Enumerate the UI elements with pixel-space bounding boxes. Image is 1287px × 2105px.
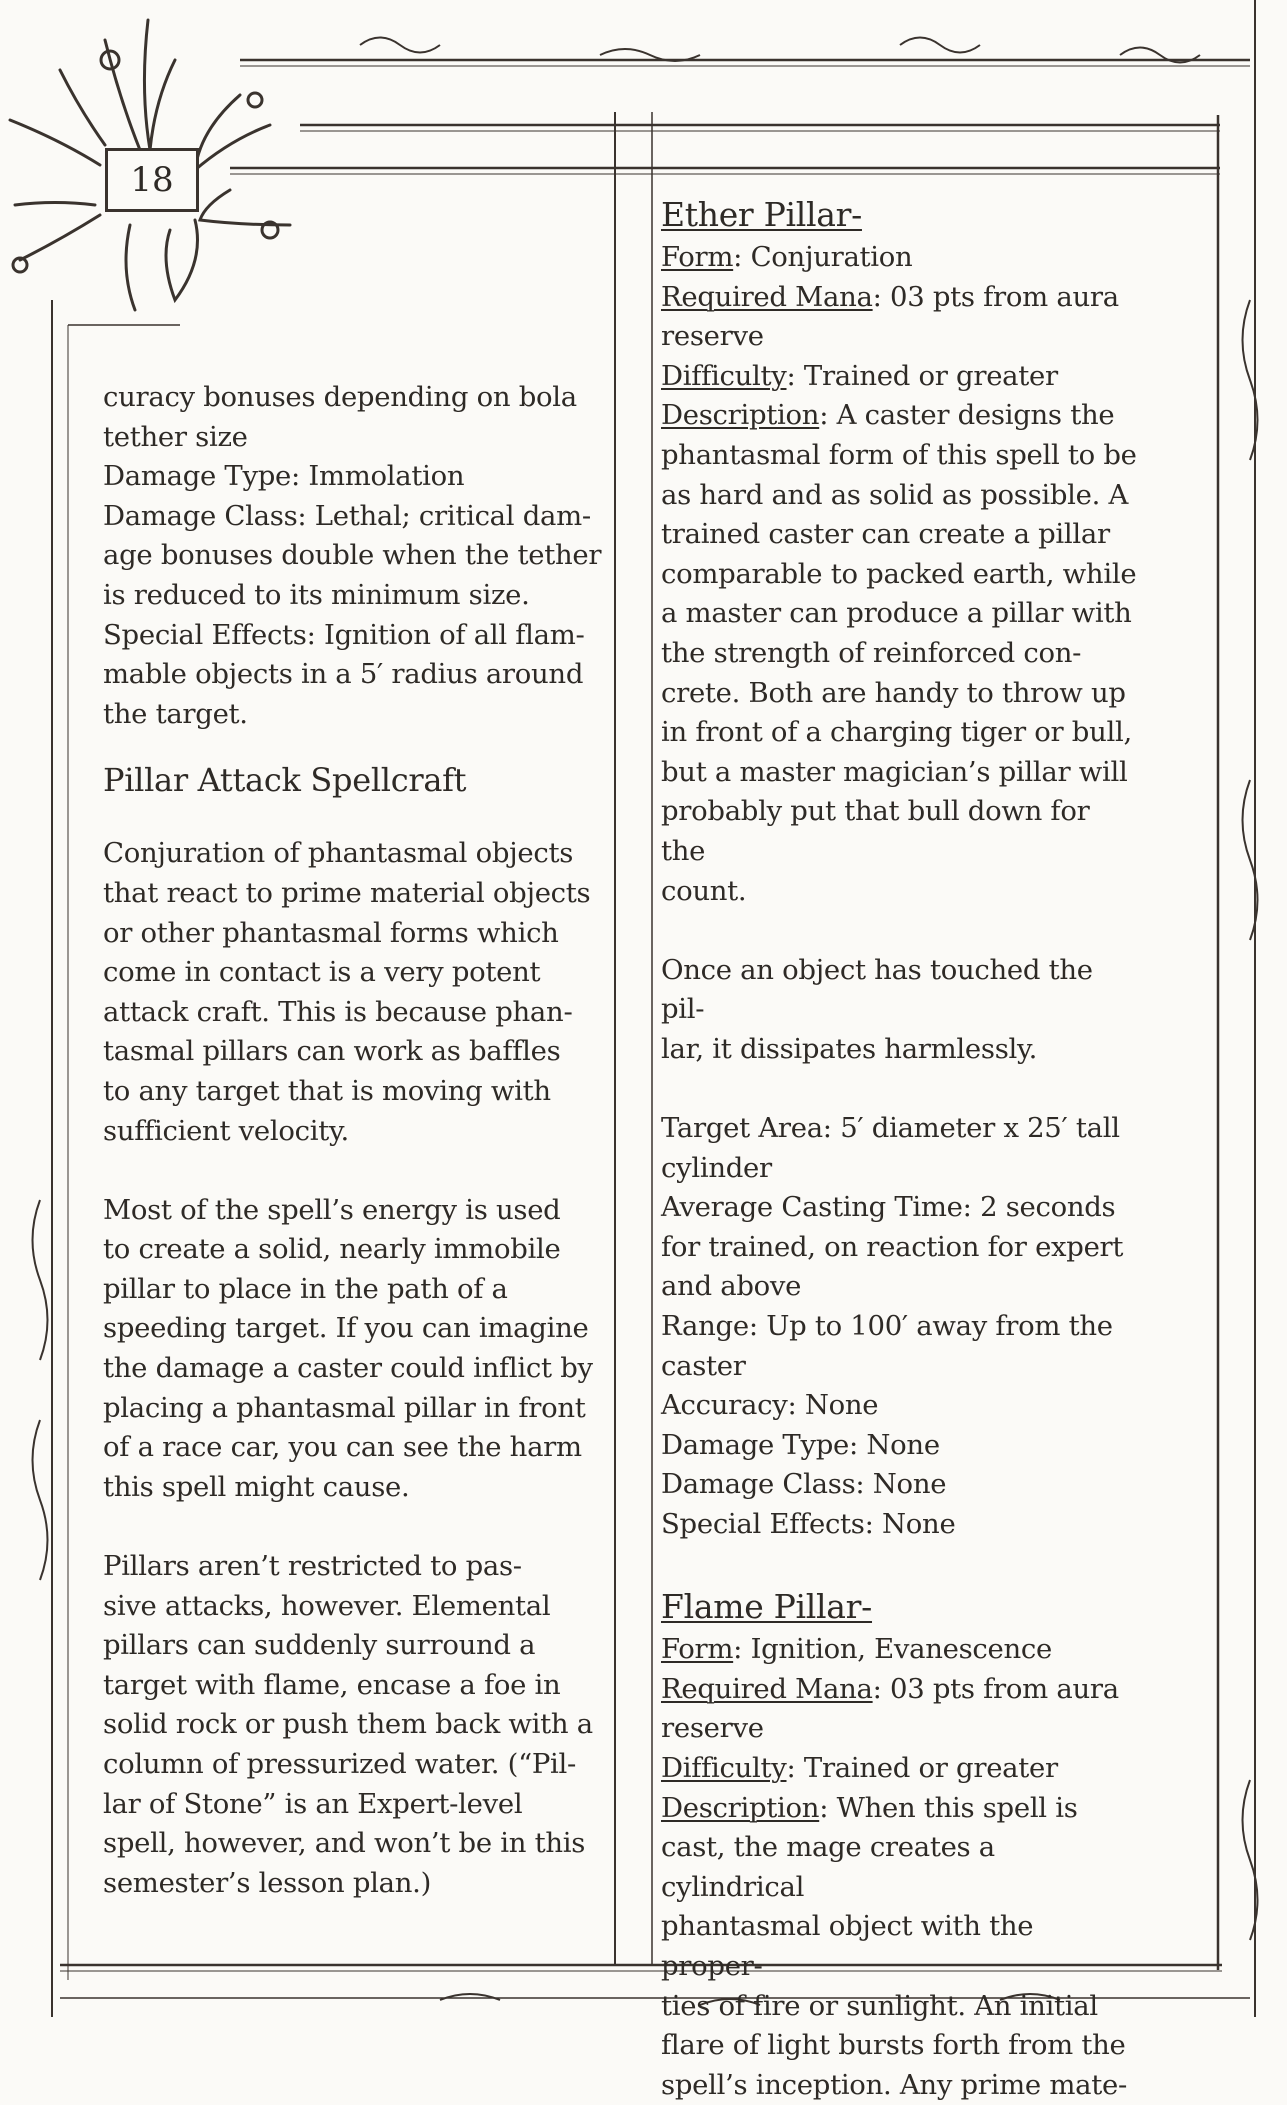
text-line: count. bbox=[661, 874, 747, 907]
text-line: come in contact is a very potent bbox=[103, 956, 541, 989]
text-line: sufficient velocity. bbox=[103, 1114, 349, 1147]
text-line: reserve bbox=[661, 320, 764, 353]
text-line: this spell might cause. bbox=[103, 1470, 410, 1503]
text-line: spell, however, and won’t be in this bbox=[103, 1827, 586, 1860]
text-line: ties of fire or sunlight. An initial bbox=[661, 1989, 1098, 2022]
text-line: lar, it dissipates harmlessly. bbox=[661, 1032, 1038, 1065]
text-line: pillar to place in the path of a bbox=[103, 1272, 508, 1305]
text-line: Conjuration of phantasmal objects bbox=[103, 837, 574, 870]
text-line: reserve bbox=[661, 1712, 764, 1745]
text-line: Target Area: 5′ diameter x 25′ tall bbox=[661, 1112, 1120, 1145]
text-line: Damage Class: None bbox=[661, 1468, 947, 1501]
text-line: to any target that is moving with bbox=[103, 1074, 551, 1107]
text-line: cylinder bbox=[661, 1151, 772, 1184]
text-line: phantasmal form of this spell to be bbox=[661, 438, 1137, 471]
text-line: cast, the mage creates a cylindrical bbox=[661, 1831, 995, 1903]
text-line: in front of a charging tiger or bull, bbox=[661, 716, 1132, 749]
text-line: crete. Both are handy to throw up bbox=[661, 676, 1126, 709]
ether-description-line bbox=[661, 396, 1141, 436]
ether-pillar-title: Ether Pillar- bbox=[661, 195, 862, 234]
mana-value: : 03 pts from aura bbox=[872, 280, 1119, 313]
text-line: Damage Type: Immolation bbox=[103, 460, 465, 493]
text-line: phantasmal object with the proper- bbox=[661, 1910, 1034, 1982]
text-line: but a master magician’s pillar will bbox=[661, 755, 1128, 788]
flame-pillar-title: Flame Pillar- bbox=[661, 1587, 873, 1627]
text-line: to create a solid, nearly immobile bbox=[103, 1233, 561, 1266]
text-line: Once an object has touched the pil- bbox=[661, 953, 1093, 1026]
form-value: : Conjuration bbox=[733, 241, 913, 273]
text-line: sive attacks, however. Elemental bbox=[103, 1589, 551, 1622]
text-line: Range: Up to 100′ away from the bbox=[661, 1310, 1113, 1343]
difficulty-value: : Trained or greater bbox=[786, 1751, 1058, 1784]
flame-mana-line bbox=[661, 1670, 1141, 1710]
text-line: solid rock or push them back with a bbox=[103, 1708, 593, 1741]
page-number: 18 bbox=[105, 148, 199, 212]
text-line: the damage a caster could inflict by bbox=[103, 1352, 593, 1385]
text-line: the target. bbox=[103, 697, 248, 730]
text-line: spell’s inception. Any prime mate- bbox=[661, 2068, 1127, 2101]
difficulty-label: Difficulty bbox=[661, 359, 787, 392]
form-value: : Ignition, Evanescence bbox=[733, 1633, 1052, 1666]
flame-difficulty-line bbox=[661, 1749, 1141, 1789]
text-line: Damage Class: Lethal; critical dam- bbox=[103, 499, 591, 532]
text-line: Pillars aren’t restricted to pas- bbox=[103, 1550, 522, 1583]
text-line: for trained, on reaction for expert bbox=[661, 1230, 1124, 1263]
text-line: comparable to packed earth, while bbox=[661, 557, 1137, 590]
form-label: Form bbox=[661, 241, 734, 273]
text-line: of a race car, you can see the harm bbox=[103, 1431, 582, 1464]
text-line: is reduced to its minimum size. bbox=[103, 578, 530, 611]
text-line: and above bbox=[661, 1270, 802, 1303]
text-line: Special Effects: None bbox=[661, 1508, 956, 1540]
form-label: Form bbox=[661, 1633, 734, 1666]
mana-value: : 03 pts from aura bbox=[872, 1672, 1119, 1705]
text-line: that react to prime material objects bbox=[103, 876, 591, 909]
ether-difficulty-line bbox=[661, 357, 1141, 397]
text-line: lar of Stone” is an Expert-level bbox=[103, 1787, 523, 1820]
text-line: speeding target. If you can imagine bbox=[103, 1312, 589, 1345]
mana-label: Required Mana bbox=[661, 1672, 873, 1705]
description-label: Description bbox=[661, 1791, 820, 1824]
mana-label: Required Mana bbox=[661, 280, 873, 313]
text-line: attack craft. This is because phan- bbox=[103, 995, 573, 1028]
ether-mana-line bbox=[661, 278, 1141, 318]
text-line: Damage Type: None bbox=[661, 1428, 940, 1461]
text-line: tether size bbox=[103, 420, 248, 453]
text-line: caster bbox=[661, 1349, 746, 1382]
text-line: target with flame, encase a foe in bbox=[103, 1668, 561, 1701]
difficulty-value: : Trained or greater bbox=[786, 359, 1058, 392]
difficulty-label: Difficulty bbox=[661, 1751, 787, 1784]
text-line: age bonuses double when the tether bbox=[103, 539, 602, 572]
text-line: placing a phantasmal pillar in front bbox=[103, 1391, 586, 1424]
flame-form-line bbox=[661, 1630, 1141, 1670]
text-line: Most of the spell’s energy is used bbox=[103, 1193, 561, 1226]
ether-form-line bbox=[661, 238, 1141, 278]
section-title: Pillar Attack Spellcraft bbox=[103, 761, 467, 800]
text-line: Special Effects: Ignition of all flam- bbox=[103, 618, 585, 651]
text-line: pillars can suddenly surround a bbox=[103, 1629, 536, 1662]
text-line: flare of light bursts forth from the bbox=[661, 2029, 1126, 2062]
text-line: curacy bonuses depending on bola bbox=[103, 381, 577, 413]
flame-description-line bbox=[661, 1789, 1141, 1829]
text-line: as hard and as solid as possible. A bbox=[661, 478, 1129, 511]
text-line: a master can produce a pillar with bbox=[661, 597, 1132, 630]
text-line: tasmal pillars can work as baffles bbox=[103, 1035, 561, 1068]
right-column bbox=[661, 192, 1141, 2105]
description-label: Description bbox=[661, 399, 820, 432]
text-line: column of pressurized water. (“Pil- bbox=[103, 1748, 577, 1780]
text-line: semester’s lesson plan.) bbox=[103, 1866, 431, 1899]
text-line: Accuracy: None bbox=[661, 1389, 879, 1422]
text-line: the strength of reinforced con- bbox=[661, 636, 1082, 669]
left-column bbox=[103, 378, 603, 1903]
description-value: : A caster designs the bbox=[819, 399, 1115, 432]
text-line: or other phantasmal forms which bbox=[103, 916, 559, 949]
text-line: Average Casting Time: 2 seconds bbox=[661, 1191, 1116, 1224]
text-line: probably put that bull down for the bbox=[661, 795, 1090, 867]
text-line: trained caster can create a pillar bbox=[661, 518, 1110, 551]
text-line: mable objects in a 5′ radius around bbox=[103, 658, 584, 691]
description-value: : When this spell is bbox=[819, 1791, 1078, 1824]
